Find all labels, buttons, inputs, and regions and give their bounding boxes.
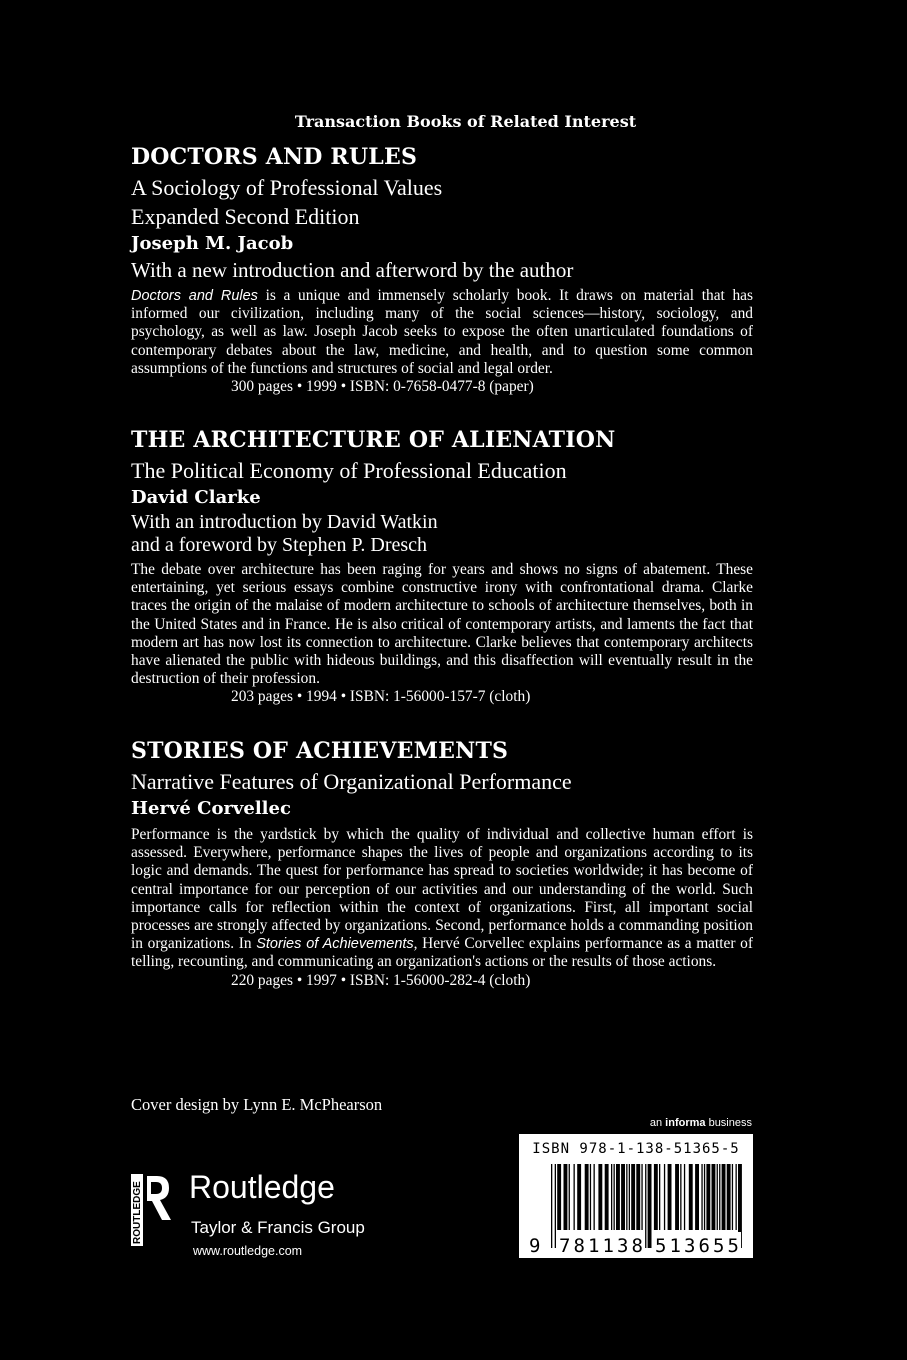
- book-title: DOCTORS AND RULES: [131, 144, 418, 170]
- description-text: Performance is the yardstick by which the quality of individual and collective human effort is assessed. Everywhere, performance shapes the lives of people and organizations according to its logic and demands. The quest for performance has spread to societies worldwide; it has become of central importance for our perception of our activities and our understanding of the world. Such importance calls for reflection within the context of organizations. First, all important social processes are strongly affected by organizations. Second, performance holds a commanding position in organizations. In: [131, 826, 753, 953]
- barcode-bar: [712, 1164, 716, 1230]
- book-title: STORIES OF ACHIEVEMENTS: [131, 738, 509, 764]
- barcode-digits-left: 781138: [559, 1235, 643, 1254]
- book-entry-stories-of-achievements: [131, 737, 753, 990]
- logo-vertical-text: ROUTLEDGE: [132, 1181, 143, 1244]
- barcode-bar: [605, 1164, 609, 1230]
- barcode-bar: [574, 1164, 575, 1230]
- barcode-bar: [636, 1164, 640, 1230]
- barcode-bar: [675, 1164, 679, 1230]
- publisher-url: www.routledge.com: [193, 1244, 303, 1258]
- barcode-bar: [695, 1164, 699, 1230]
- barcode-bar: [614, 1164, 615, 1230]
- book-title-italic: Doctors and Rules: [131, 288, 258, 304]
- book-meta: 300 pages • 1999 • ISBN: 0-7658-0477-8 (paper): [231, 378, 534, 396]
- book-description: [131, 287, 753, 378]
- barcode-bar: [564, 1164, 568, 1230]
- book-author: David Clarke: [131, 487, 261, 508]
- barcode-bar: [704, 1164, 705, 1230]
- barcode-bar: [621, 1164, 625, 1230]
- barcode-bar: [701, 1164, 702, 1230]
- book-meta: 220 pages • 1997 • ISBN: 1-56000-282-4 (cloth): [231, 971, 531, 989]
- informa-brand: informa: [665, 1117, 706, 1129]
- cover-design-credit: Cover design by Lynn E. McPhearson: [131, 1095, 383, 1114]
- barcode-bar: [631, 1164, 635, 1230]
- book-entry-doctors-and-rules: [131, 143, 753, 396]
- barcode-bar: [706, 1164, 710, 1230]
- barcode-bar: [732, 1164, 733, 1230]
- book-subtitle: Narrative Features of Organizational Performance: [131, 769, 572, 794]
- book-subtitle: A Sociology of Professional Values: [131, 175, 443, 200]
- publisher-group: Taylor & Francis Group: [191, 1218, 365, 1237]
- book-subtitle: The Political Economy of Professional Education: [131, 458, 567, 483]
- book-title-italic: Stories of Achievements: [256, 936, 414, 953]
- barcode-bar: [689, 1164, 693, 1230]
- barcode-bar: [585, 1164, 589, 1230]
- barcode-bar: [611, 1164, 612, 1230]
- series-header: Transaction Books of Related Interest: [294, 112, 637, 131]
- barcode-bar: [626, 1164, 627, 1230]
- book-author: Joseph M. Jacob: [131, 233, 294, 254]
- barcode-bar: [641, 1164, 642, 1230]
- barcode-bar: [590, 1164, 591, 1230]
- barcode-bar: [719, 1164, 720, 1230]
- book-note: With an introduction by David Watkin: [131, 511, 438, 533]
- book-meta: 203 pages • 1994 • ISBN: 1-56000-157-7 (cloth): [231, 688, 531, 706]
- barcode-bar: [684, 1164, 685, 1230]
- barcode-bar: [616, 1164, 620, 1230]
- book-note: With a new introduction and afterword by the author: [131, 258, 574, 282]
- barcode-bar: [645, 1164, 646, 1248]
- barcode-bar: [577, 1164, 581, 1230]
- isbn-label: ISBN 978-1-138-51365-5: [532, 1141, 740, 1157]
- barcode-bar: [717, 1164, 718, 1230]
- barcode-bar: [555, 1164, 556, 1248]
- book-title: THE ARCHITECTURE OF ALIENATION: [131, 427, 616, 453]
- book-author: Hervé Corvellec: [131, 798, 291, 819]
- book-description: The debate over architecture has been raging for years and shows no signs of abatement. These entertaining, yet serious essays combine constructive irony with confrontational drama. Clarke traces the origin of the malaise of modern architecture to schools of architecture themselves, both in the United States and in France. He is also critical of contemporary artists, and laments the fact that modern art has now lost its connection to architecture. Clarke believes that contemporary architects have alienated the public with hideous buildings, and this disaffection will eventually result in the destruction of their profession.: [131, 561, 753, 688]
- barcode-lead-digit: 9: [529, 1235, 541, 1254]
- informa-suffix: business: [705, 1117, 752, 1129]
- barcode-bar: [598, 1164, 602, 1230]
- barcode-bar: [648, 1164, 652, 1248]
- barcode-bar: [664, 1164, 665, 1230]
- barcode-bar: [659, 1164, 660, 1230]
- book-edition: Expanded Second Edition: [131, 204, 360, 229]
- description-text: , Hervé Corvellec explains performance as a matter of telling, recounting, and communicating an organization's actions or the results of those actions.: [131, 935, 753, 971]
- publisher-logo: [131, 1170, 391, 1260]
- informa-tagline: [632, 1117, 752, 1129]
- publisher-name: Routledge: [189, 1169, 335, 1205]
- barcode-digits-right: 513655: [655, 1235, 739, 1254]
- isbn-barcode: [519, 1134, 753, 1258]
- barcode-bar: [569, 1164, 570, 1230]
- barcode-bar: [557, 1164, 561, 1230]
- barcode-bar: [680, 1164, 681, 1230]
- barcode-bar: [654, 1164, 658, 1230]
- barcode-graphic: [529, 1164, 749, 1254]
- book-note: and a foreword by Stephen P. Dresch: [131, 534, 428, 556]
- barcode-bar: [727, 1164, 731, 1230]
- book-description: [131, 826, 753, 972]
- barcode-bar: [594, 1164, 595, 1230]
- book-entry-architecture-of-alienation: [131, 426, 753, 706]
- barcode-bar: [668, 1164, 672, 1230]
- barcode-bar: [722, 1164, 726, 1230]
- routledge-logo-icon: [131, 1174, 171, 1246]
- informa-prefix: an: [649, 1117, 666, 1129]
- description-text: is a unique and immensely scholarly book. It draws on material that has informed our civilization, including many of the social sciences—history, sociology, and psychology, as well as law. Joseph Jacob seeks to expose the often unarticulated foundations of contemporary debates about the law, medicine, and health, and to question some common assumptions of the functions and structures of social and legal order.: [131, 287, 754, 377]
- barcode-bar: [629, 1164, 630, 1230]
- barcode-bar: [736, 1164, 737, 1230]
- barcode-bar: [551, 1164, 552, 1248]
